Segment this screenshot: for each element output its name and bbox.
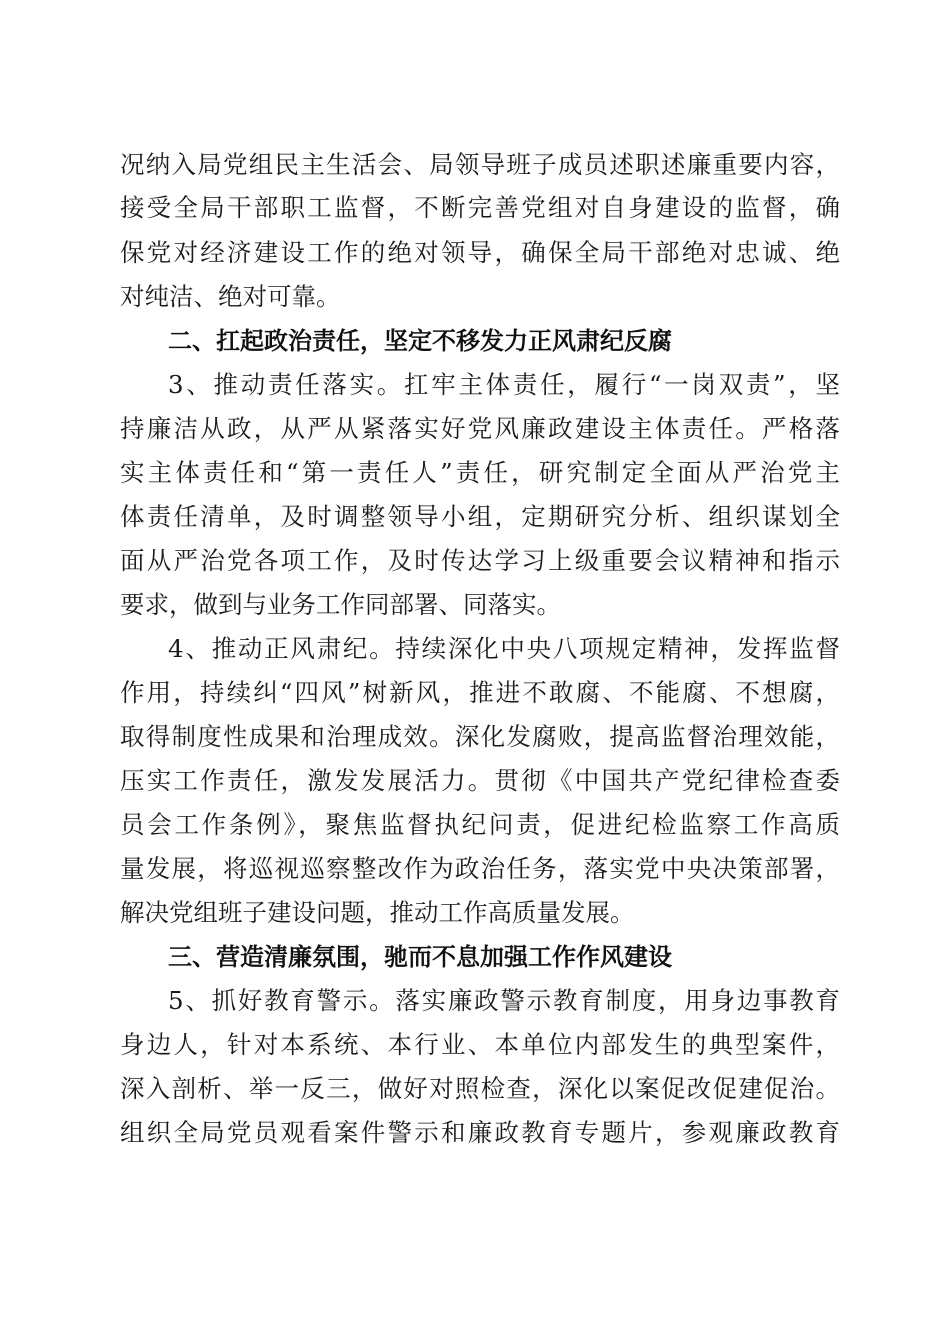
body-text-line: 解决党组班子建设问题，推动工作高质量发展。 xyxy=(120,898,635,927)
body-text-line: 况纳入局党组民主生活会、局领导班子成员述职述廉重要内容， xyxy=(120,150,840,179)
body-text-line: 员会工作条例》，聚焦监督执纪问责，促进纪检监察工作高质 xyxy=(120,810,840,839)
body-text-line: 作用，持续纠“四风”树新风，推进不敢腐、不能腐、不想腐， xyxy=(120,678,840,707)
body-text-line: 要求，做到与业务工作同部署、同落实。 xyxy=(120,590,561,619)
body-text-line: 接受全局干部职工监督，不断完善党组对自身建设的监督，确 xyxy=(120,193,840,222)
body-text-line: 取得制度性成果和治理成效。深化发腐败，提高监督治理效能， xyxy=(120,722,840,751)
body-text-line: 持廉洁从政，从严从紧落实好党风廉政建设主体责任。严格落 xyxy=(120,414,840,443)
section-heading-3: 三、营造清廉氛围，驰而不息加强工作作风建设 xyxy=(168,943,672,971)
body-text-line: 面从严治党各项工作，及时传达学习上级重要会议精神和指示 xyxy=(120,546,840,575)
body-text-line: 实主体责任和“第一责任人”责任，研究制定全面从严治党主 xyxy=(120,458,840,487)
body-text-line: 深入剖析、举一反三，做好对照检查，深化以案促改促建促治。 xyxy=(120,1074,840,1103)
paragraph-first-line: 4、推动正风肃纪。持续深化中央八项规定精神，发挥监督 xyxy=(168,634,840,663)
body-text-line: 组织全局党员观看案件警示和廉政教育专题片，参观廉政教育 xyxy=(120,1118,840,1147)
section-heading-2: 二、扛起政治责任，坚定不移发力正风肃纪反腐 xyxy=(168,327,672,355)
body-text-line: 量发展，将巡视巡察整改作为政治任务，落实党中央决策部署， xyxy=(120,854,840,883)
body-text-line: 保党对经济建设工作的绝对领导，确保全局干部绝对忠诚、绝 xyxy=(120,238,840,267)
body-text-line: 压实工作责任，激发发展活力。贯彻《中国共产党纪律检查委 xyxy=(120,766,840,795)
paragraph-first-line: 3、推动责任落实。扛牢主体责任，履行“一岗双责”，坚 xyxy=(168,370,840,399)
body-text-line: 体责任清单，及时调整领导小组，定期研究分析、组织谋划全 xyxy=(120,502,840,531)
paragraph-first-line: 5、抓好教育警示。落实廉政警示教育制度，用身边事教育 xyxy=(168,986,840,1015)
body-text-line: 身边人，针对本系统、本行业、本单位内部发生的典型案件， xyxy=(120,1030,840,1059)
body-text-line: 对纯洁、绝对可靠。 xyxy=(120,282,341,311)
